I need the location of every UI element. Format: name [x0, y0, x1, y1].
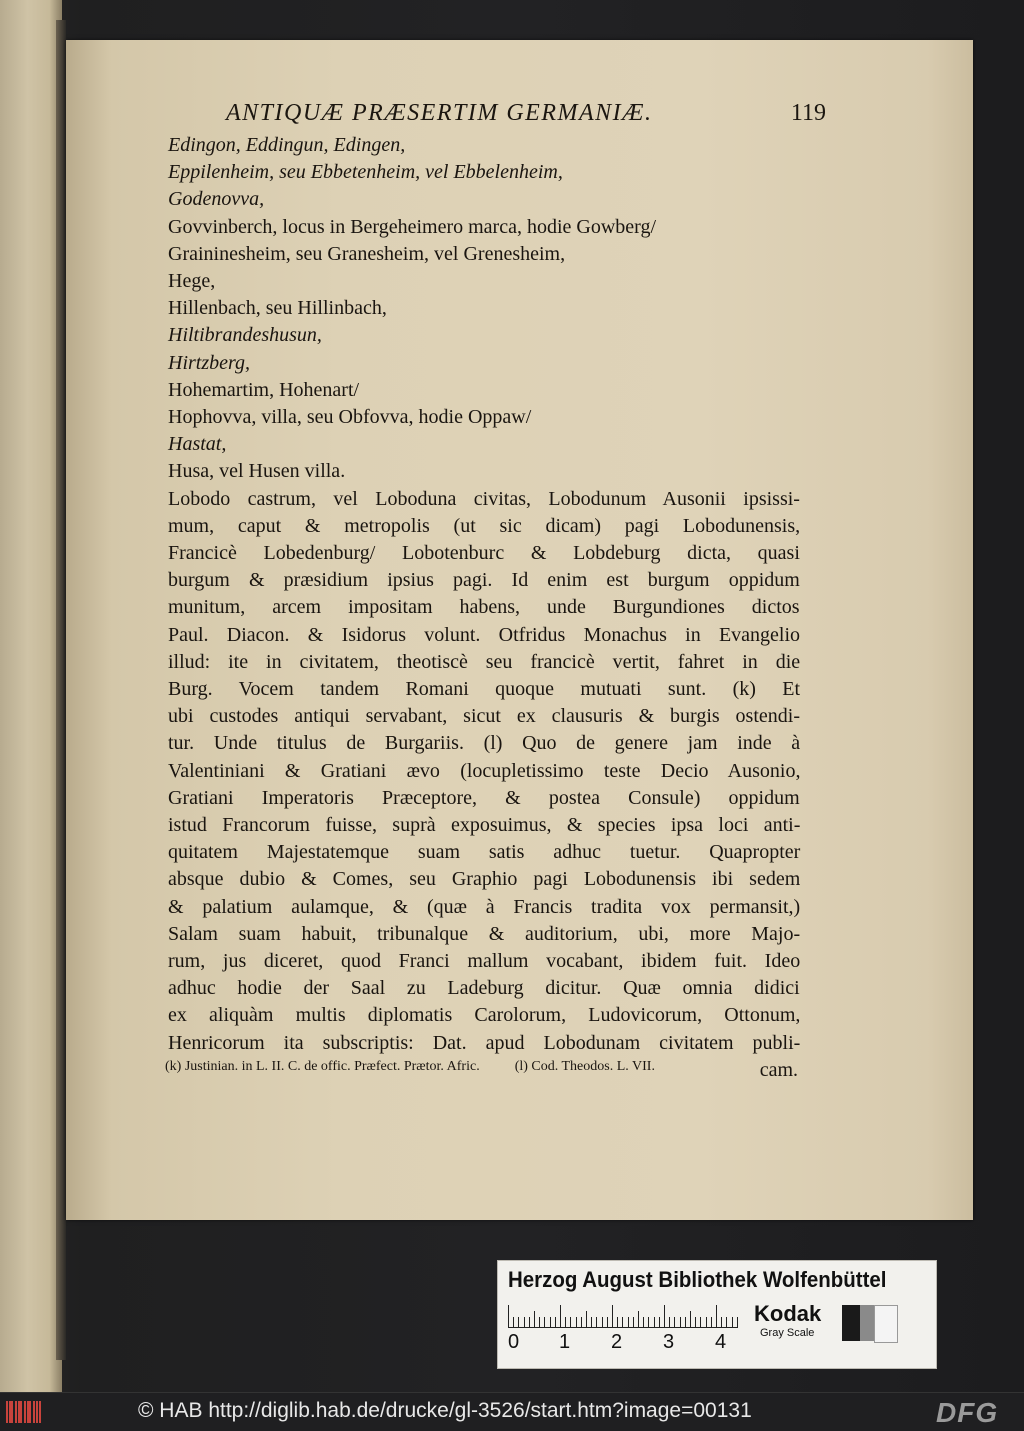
- ruler-tick: [602, 1317, 603, 1327]
- ruler-tick: [674, 1317, 675, 1327]
- text-line: illud: ite in civitatem, theotiscè seu francicè vertit, fahret in die: [168, 650, 801, 673]
- ruler-tick: [643, 1317, 644, 1327]
- barcode-bar: [36, 1401, 38, 1423]
- ruler-tick: [576, 1317, 577, 1327]
- ruler-tick: [633, 1317, 634, 1327]
- text-line: Salam suam habuit, tribunalque & auditorium, ubi, more Majo-: [168, 922, 801, 945]
- scale-label: 1: [559, 1331, 571, 1353]
- copyright-link[interactable]: © HAB http://diglib.hab.de/drucke/gl-3526/start.htm?image=00131: [138, 1399, 752, 1422]
- text-line: Edingon, Eddingun, Edingen,: [168, 134, 406, 156]
- ruler-tick: [560, 1305, 561, 1327]
- text-line: quitatem Majestatemque suam satis adhuc tuetur. Quapropter: [168, 841, 801, 864]
- ruler-tick: [695, 1317, 696, 1327]
- ruler-tick: [721, 1317, 722, 1327]
- ruler-tick: [607, 1317, 608, 1327]
- ruler-tick: [737, 1317, 738, 1327]
- text-line: Gratiani Imperatoris Præceptore, & postea Consule) oppidum: [168, 786, 800, 809]
- ruler-tick: [565, 1317, 566, 1327]
- ruler-tick: [591, 1317, 592, 1327]
- ruler-tick: [638, 1311, 639, 1327]
- ruler-tick: [539, 1317, 540, 1327]
- gray-patch-black: [842, 1305, 860, 1341]
- text-line: mum, caput & metropolis (ut sic dicam) pagi Lobodunensis,: [168, 514, 801, 537]
- ruler-tick: [726, 1317, 727, 1327]
- ruler-tick: [680, 1317, 681, 1327]
- text-line: Husa, vel Husen villa.: [168, 460, 346, 483]
- text-line: Godenovva,: [168, 188, 265, 211]
- ruler-tick: [669, 1317, 670, 1327]
- scale-label: 4: [715, 1331, 727, 1353]
- text-line: Lobodo castrum, vel Loboduna civitas, Lobodunum Ausonii ipsissi-: [168, 487, 800, 510]
- text-line: Valentiniani & Gratiani ævo (locupletissimo teste Decio Ausonio,: [168, 759, 801, 782]
- text-line: cam.: [759, 1058, 798, 1081]
- ruler-tick: [581, 1317, 582, 1327]
- barcode-bar: [33, 1401, 35, 1423]
- text-line: Burg. Vocem tandem Romani quoque mutuati sunt. (k) Et: [168, 678, 801, 700]
- barcode-bar: [6, 1401, 8, 1423]
- text-line: Hohemartim, Hohenart/: [168, 378, 360, 401]
- ruler-tick: [628, 1317, 629, 1327]
- dfg-logo: DFG: [936, 1397, 999, 1428]
- text-line: Francicè Lobedenburg/ Lobotenburc & Lobdeburg dicta, quasi: [168, 542, 800, 564]
- barcode-bar: [29, 1401, 31, 1423]
- ruler-tick: [534, 1311, 535, 1327]
- color-target-card: [497, 1260, 937, 1369]
- text-line: Hege,: [168, 270, 216, 292]
- text-line: Henricorum ita subscriptis: Dat. apud Lobodunam civitatem publi-: [168, 1031, 801, 1054]
- ruler-tick: [711, 1317, 712, 1327]
- ruler-tick: [690, 1311, 691, 1327]
- barcode-bar: [11, 1401, 13, 1423]
- ruler-tick: [716, 1305, 717, 1327]
- footnote-k: (k) Justinian. in L. II. C. de offic. Præfect. Prætor. Afric.: [165, 1059, 480, 1074]
- running-head: [226, 100, 826, 134]
- text-line: Govvinberch, locus in Bergeheimero marca, hodie Gowberg/: [168, 215, 657, 238]
- ruler-tick: [513, 1317, 514, 1327]
- scale-label: 0: [508, 1331, 520, 1353]
- text-line: Hirtzberg,: [168, 351, 251, 374]
- book-gutter: [56, 20, 66, 1360]
- ruler-tick: [732, 1317, 733, 1327]
- scale-ruler: [508, 1305, 738, 1328]
- gray-scale-label: Gray Scale: [760, 1327, 815, 1339]
- ruler-tick: [622, 1317, 623, 1327]
- ruler-tick: [508, 1305, 509, 1327]
- text-line: ubi custodes antiqui servabant, sicut ex clausuris & burgis ostendi-: [168, 705, 800, 728]
- ruler-tick: [529, 1317, 530, 1327]
- text-line: adhuc hodie der Saal zu Ladeburg dicitur. Quæ omnia didici: [168, 977, 800, 1000]
- text-line: rum, jus diceret, quod Franci mallum vocabant, ibidem fuit. Ideo: [168, 950, 801, 972]
- ruler-tick: [550, 1317, 551, 1327]
- barcode-bar: [15, 1401, 17, 1423]
- barcode-bar: [39, 1401, 41, 1423]
- text-line: Hillenbach, seu Hillinbach,: [168, 297, 387, 320]
- text-line: Eppilenheim, seu Ebbetenheim, vel Ebbelenheim,: [168, 161, 563, 184]
- ruler-tick: [664, 1305, 665, 1327]
- text-line: tur. Unde titulus de Burgariis. (l) Quo de genere jam inde à: [168, 732, 801, 755]
- page-number: 119: [790, 100, 826, 126]
- ruler-tick: [596, 1317, 597, 1327]
- gray-patch-mid: [860, 1305, 874, 1341]
- ruler-tick: [612, 1305, 613, 1327]
- scale-label: 3: [663, 1331, 675, 1353]
- ruler-tick: [706, 1317, 707, 1327]
- ruler-tick: [648, 1317, 649, 1327]
- footnotes: [165, 1059, 655, 1075]
- text-line: burgum & præsidium ipsius pagi. Id enim est burgum oppidum: [168, 569, 800, 592]
- ruler-tick: [685, 1317, 686, 1327]
- text-line: Hiltibrandeshusun,: [168, 324, 322, 347]
- barcode-bar: [24, 1401, 26, 1423]
- gray-patch-white: [874, 1305, 898, 1343]
- ruler-tick: [659, 1317, 660, 1327]
- text-line: Paul. Diacon. & Isidorus volunt. Otfridus Monachus in Evangelio: [168, 623, 801, 646]
- running-head-title: ANTIQUÆ PRÆSERTIM GERMANIÆ.: [226, 100, 653, 126]
- viewer-footer: [0, 1392, 1024, 1431]
- ruler-tick: [586, 1311, 587, 1327]
- text-line: Hastat,: [168, 433, 227, 456]
- text-line: Hophovva, villa, seu Obfovva, hodie Oppaw/: [168, 406, 532, 428]
- text-line: & palatium aulamque, & (quæ à Francis tradita vox permansit,): [168, 895, 801, 918]
- ruler-tick: [518, 1317, 519, 1327]
- ruler-tick: [617, 1317, 618, 1327]
- previous-page-edge: [0, 0, 62, 1392]
- barcode-bar: [20, 1401, 22, 1423]
- text-line: absque dubio & Comes, seu Graphio pagi Lobodunensis ibi sedem: [168, 868, 801, 891]
- ruler-tick: [555, 1317, 556, 1327]
- footnote-l: (l) Cod. Theodos. L. VII.: [514, 1059, 655, 1074]
- ruler-tick: [524, 1317, 525, 1327]
- text-line: munitum, arcem impositam habens, unde Burgundiones dictos: [168, 596, 800, 619]
- text-line: istud Francorum fuisse, suprà exposuimus, & species ipsa loci anti-: [168, 814, 801, 836]
- text-line: Graininesheim, seu Granesheim, vel Grenesheim,: [168, 242, 566, 265]
- hab-barcode-icon: [6, 1401, 44, 1423]
- scale-label: 2: [611, 1331, 623, 1353]
- ruler-tick: [544, 1317, 545, 1327]
- text-line: ex aliquàm multis diplomatis Carolorum, Ludovicorum, Ottonum,: [168, 1004, 801, 1027]
- library-name: Herzog August Bibliothek Wolfenbüttel: [508, 1267, 887, 1292]
- ruler-tick: [654, 1317, 655, 1327]
- ruler-tick: [570, 1317, 571, 1327]
- kodak-logo: Kodak: [754, 1301, 822, 1326]
- ruler-tick: [700, 1317, 701, 1327]
